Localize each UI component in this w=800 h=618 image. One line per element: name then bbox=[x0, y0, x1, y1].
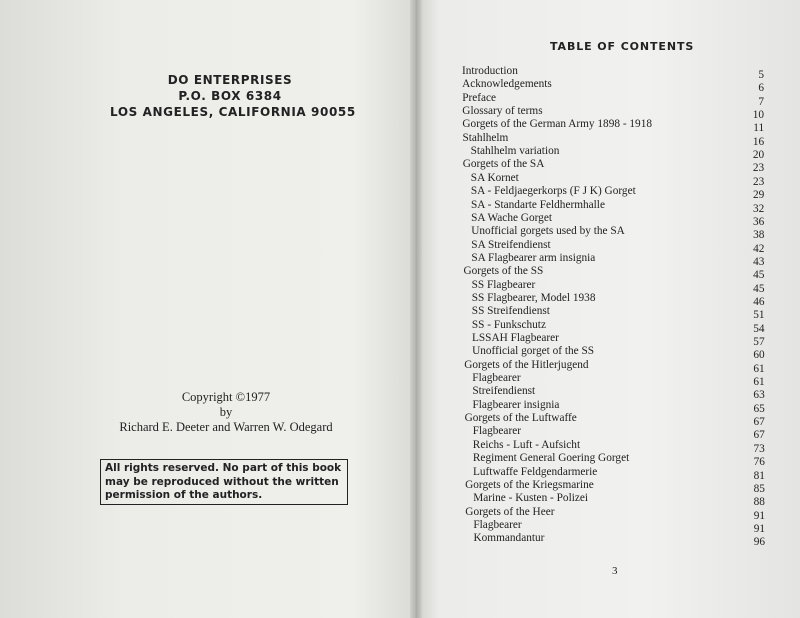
toc-entry-page: 6 bbox=[758, 82, 765, 95]
toc-entry-page: 76 bbox=[753, 456, 765, 469]
toc-entry-page: 73 bbox=[753, 442, 765, 455]
toc-entry-page: 16 bbox=[752, 135, 765, 148]
rights-line: permission of the authors. bbox=[105, 489, 263, 501]
toc-entry-label: SA - Feldjaegerkorps (F J K) Gorget bbox=[470, 185, 636, 198]
toc-entry-page: 36 bbox=[753, 215, 765, 228]
toc-entry-page: 54 bbox=[753, 322, 765, 335]
toc-entry-page: 46 bbox=[753, 295, 765, 308]
toc-entry-label: Flagbearer bbox=[473, 518, 522, 531]
toc-entry-label: Flagbearer insignia bbox=[472, 398, 560, 411]
toc-entry-label: Flagbearer bbox=[472, 425, 521, 438]
toc-entry-page: 91 bbox=[753, 509, 765, 522]
toc-entry-page: 7 bbox=[758, 95, 765, 108]
toc-entry-label: Luftwaffe Feldgendarmerie bbox=[473, 465, 598, 478]
toc-entry-label: Gorgets of the Kriegsmarine bbox=[465, 478, 594, 491]
toc-entry-label: Unofficial gorgets used by the SA bbox=[471, 225, 625, 238]
toc-entry-label: Preface bbox=[462, 91, 497, 104]
toc-entry-label: Gorgets of the German Army 1898 - 1918 bbox=[462, 118, 652, 131]
toc-entry-label: SA Kornet bbox=[470, 171, 519, 184]
toc-entry-page: 5 bbox=[758, 69, 764, 81]
toc-entry-label: Unofficial gorget of the SS bbox=[472, 345, 595, 358]
toc-entry-page: 38 bbox=[753, 229, 765, 242]
toc-entry-label: Regiment General Goering Gorget bbox=[472, 452, 630, 465]
toc-entry-label: SA Flagbearer arm insignia bbox=[471, 251, 596, 264]
po-box: P.O. BOX 6384 bbox=[178, 89, 282, 103]
publisher-name: DO ENTERPRISES bbox=[167, 73, 293, 87]
copyright-by: by bbox=[219, 405, 233, 419]
toc-entry-page: 42 bbox=[753, 242, 765, 255]
toc-entry-page: 88 bbox=[753, 496, 765, 509]
copyright-authors: Richard E. Deeter and Warren W. Odegard bbox=[119, 420, 333, 434]
toc-entry-label: Gorgets of the Heer bbox=[465, 505, 555, 518]
toc-entry-page: 61 bbox=[753, 362, 765, 375]
city-state-zip: LOS ANGELES, CALIFORNIA 90055 bbox=[110, 105, 356, 119]
toc-entry-page: 81 bbox=[753, 469, 765, 482]
toc-entry-page: 45 bbox=[753, 282, 765, 295]
toc-entry-page: 91 bbox=[753, 522, 766, 535]
toc-entry-page: 32 bbox=[753, 202, 765, 215]
toc-entry-label: Gorgets of the Hitlerjugend bbox=[464, 358, 589, 371]
toc-entry-label: Flagbearer bbox=[472, 372, 521, 385]
page-number: 3 bbox=[612, 565, 618, 577]
toc-entry-page: 20 bbox=[752, 149, 765, 162]
toc-entry-page: 63 bbox=[753, 389, 765, 402]
toc-entry-label: LSSAH Flagbearer bbox=[472, 332, 559, 344]
toc-entry-page: 57 bbox=[753, 336, 765, 348]
toc-entry-page: 60 bbox=[753, 349, 765, 362]
toc-entry-label: SA Wache Gorget bbox=[471, 211, 552, 224]
toc-entry-page: 23 bbox=[752, 162, 765, 175]
toc-entry-label: Acknowledgements bbox=[462, 78, 552, 91]
toc-entry-label: Stahlhelm variation bbox=[470, 145, 560, 158]
toc-entry-label: SS Flagbearer bbox=[471, 278, 536, 291]
rights-line: may be reproduced without the written bbox=[105, 475, 339, 488]
toc-entry-label: Gorgets of the SS bbox=[463, 265, 544, 278]
toc-entry-label: Streifendienst bbox=[472, 385, 536, 398]
toc-entry-page: 43 bbox=[753, 255, 765, 268]
toc-entry-page: 10 bbox=[752, 109, 765, 122]
toc-entry-label: Kommandantur bbox=[473, 532, 545, 545]
toc-entry-page: 65 bbox=[753, 402, 765, 415]
toc-entry-label: SS - Funkschutz bbox=[471, 318, 546, 331]
toc-entry-page: 51 bbox=[753, 309, 765, 322]
toc-entry-page: 29 bbox=[752, 189, 765, 202]
toc-entry-label: SA Streifendienst bbox=[471, 238, 551, 251]
toc-entry-page: 23 bbox=[752, 175, 765, 188]
toc-entry-page: 45 bbox=[753, 269, 765, 282]
toc-entry-page: 67 bbox=[753, 416, 765, 429]
toc-entry-label: Reichs - Luft - Aufsicht bbox=[472, 438, 581, 451]
toc-entry-label: Gorgets of the Luftwaffe bbox=[464, 412, 577, 425]
copyright-line: Copyright ©1977 bbox=[181, 390, 271, 404]
toc-entry-label: Introduction bbox=[462, 65, 518, 77]
toc-entry-label: Glossary of terms bbox=[462, 105, 543, 118]
toc-entry-page: 11 bbox=[753, 122, 765, 135]
toc-entry-label: SS Streifendienst bbox=[471, 305, 550, 318]
toc-entry-label: Stahlhelm bbox=[462, 131, 509, 144]
toc-entry-page: 85 bbox=[753, 482, 765, 495]
toc-entry-page: 96 bbox=[753, 536, 766, 549]
toc-entry-page: 67 bbox=[753, 429, 765, 442]
toc-entry-page: 61 bbox=[753, 376, 765, 389]
rights-line: All rights reserved. No part of this book bbox=[105, 462, 342, 474]
toc-entry-label: SS Flagbearer, Model 1938 bbox=[471, 291, 596, 304]
toc-entry-label: Marine - Kusten - Polizei bbox=[473, 492, 589, 505]
toc-title: TABLE OF CONTENTS bbox=[550, 40, 695, 53]
toc-entry-label: SA - Standarte Feldhermhalle bbox=[471, 198, 605, 211]
toc-entry-label: Gorgets of the SA bbox=[462, 158, 545, 171]
